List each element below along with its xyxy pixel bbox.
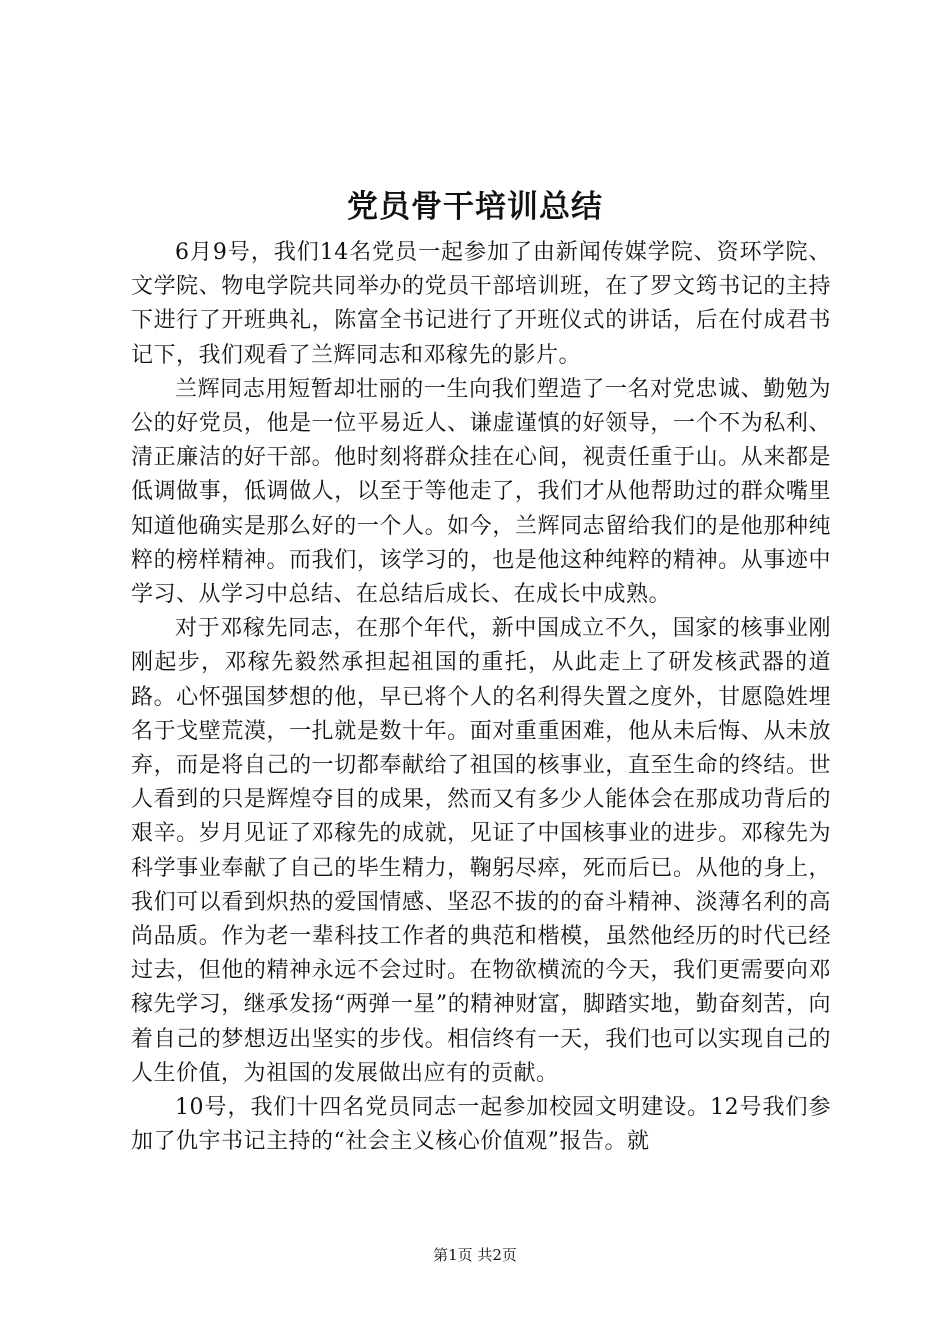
page-footer	[0, 1245, 950, 1265]
page-indicator: 第1页 共2页	[433, 1246, 517, 1264]
document-title: 党员骨干培训总结	[347, 189, 603, 225]
document-body	[131, 236, 831, 1159]
paragraph-lanhui: 兰辉同志用短暂却壮丽的一生向我们塑造了一名对党忠诚、勤勉为公的好党员，他是一位平易近人、谦虚谨慎的好领导，一个不为私利、清正廉洁的好干部。他时刻将群众挂在心间，视责任重于山。从来都是低调做事，低调做人，以至于等他走了，我们才从他帮助过的群众嘴里知道他确实是那么好的一个人。如今，兰辉同志留给我们的是他那种纯粹的榜样精神。而我们，该学习的，也是他这种纯粹的精神。从事迹中学习、从学习中总结、在总结后成长、在成长中成熟。	[131, 376, 831, 608]
paragraph-intro: 6月9号，我们14名党员一起参加了由新闻传媒学院、资环学院、文学院、物电学院共同举办的党员干部培训班，在了罗文筠书记的主持下进行了开班典礼，陈富全书记进行了开班仪式的讲话，后在付成君书记下，我们观看了兰辉同志和邓稼先的影片。	[131, 240, 831, 368]
paragraph-dengjiaxian: 对于邓稼先同志，在那个年代，新中国成立不久，国家的核事业刚刚起步，邓稼先毅然承担起祖国的重托，从此走上了研发核武器的道路。心怀强国梦想的他，早已将个人的名利得失置之度外，甘愿隐姓埋名于戈壁荒漠，一扎就是数十年。面对重重困难，他从未后悔、从未放弃，而是将自己的一切都奉献给了祖国的核事业，直至生命的终结。世人看到的只是辉煌夺目的成果，然而又有多少人能体会在那成功背后的艰辛。岁月见证了邓稼先的成就，见证了中国核事业的进步。邓稼先为科学事业奉献了自己的毕生精力，鞠躬尽瘁，死而后已。从他的身上，我们可以看到炽热的爱国情感、坚忍不拔的的奋斗精神、淡薄名利的高尚品质。作为老一辈科技工作者的典范和楷模，虽然他经历的时代已经过去，但他的精神永远不会过时。在物欲横流的今天，我们更需要向邓稼先学习，继承发扬“两弹一星”的精神财富，脚踏实地，勤奋刻苦，向着自己的梦想迈出坚实的步伐。相信终有一天，我们也可以实现自己的人生价值，为祖国的发展做出应有的贡献。	[131, 616, 831, 1086]
paragraph-activities: 10号，我们十四名党员同志一起参加校园文明建设。12号我们参加了仇宇书记主持的“社会主义核心价值观”报告。就	[131, 1095, 831, 1155]
